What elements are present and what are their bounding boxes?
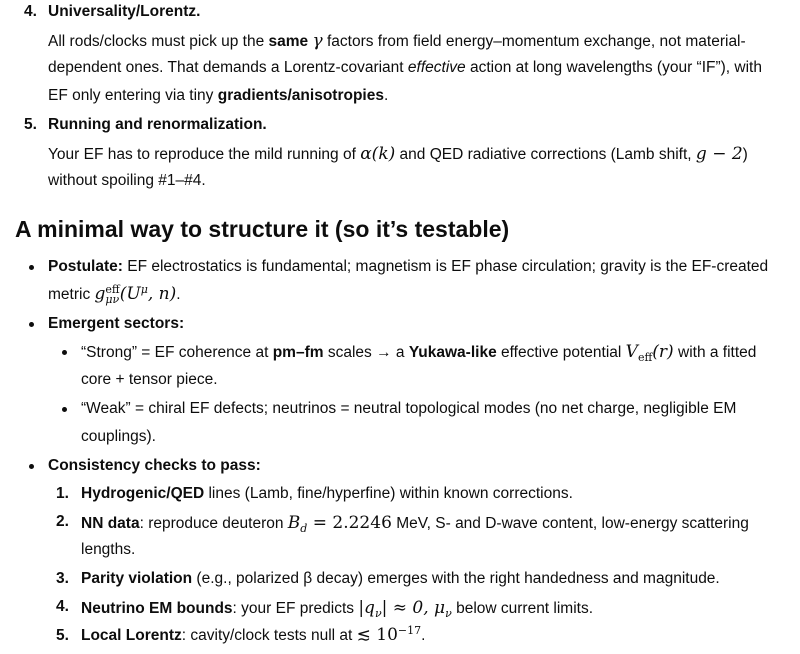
bullet-label-emergent: Emergent sectors: xyxy=(48,315,185,332)
list-number: 4. xyxy=(24,3,37,20)
list-number: 4. xyxy=(56,598,69,615)
paragraph-line: metric g eff μν ($U^\mu$, n). xyxy=(48,282,181,306)
bullet-dot xyxy=(29,464,34,469)
v-eff-math: V xyxy=(625,342,638,362)
b-d-math: B xyxy=(287,513,301,533)
list-number: 3. xyxy=(56,570,69,587)
gamma-symbol: γ xyxy=(312,31,323,51)
paragraph-line: couplings). xyxy=(81,428,156,445)
paragraph-line: Postulate: EF electrostatics is fundamental; magnetism is EF phase circulation; gravity is the EF-created xyxy=(48,258,769,275)
paragraph-line: Hydrogenic/QED lines (Lamb, fine/hyperfine) within known corrections. xyxy=(81,485,573,502)
bullet-dot xyxy=(29,322,34,327)
bullet-label-checks: Consistency checks to pass: xyxy=(48,457,261,474)
alpha-k-math: α(k) xyxy=(360,144,396,164)
paragraph-line: without spoiling #1–#4. xyxy=(48,172,206,189)
sub-bullet-dot xyxy=(62,350,67,355)
paragraph-line: “Weak” = chiral EF defects; neutrinos = neutral topological modes (no net charge, negligible EM xyxy=(81,400,737,417)
metric-g-math: g xyxy=(94,284,106,304)
lorentz-bound-math: ≲ 10 xyxy=(356,625,398,645)
list-number: 5. xyxy=(24,116,37,133)
paragraph-line: NN data: reproduce deuteron $B_d = 2.2246$ MeV, S- and D-wave content, low-energy scattering xyxy=(81,513,749,536)
item-title-running: Running and renormalization. xyxy=(48,116,267,133)
sub-bullet-dot xyxy=(62,407,67,412)
paragraph-line: Your EF has to reproduce the mild running of α(k) and QED radiative corrections (Lamb shift, g − 2) xyxy=(48,144,748,164)
paragraph-line: dependent ones. That demands a Lorentz-covariant effective action at long wavelengths (your “IF”), with xyxy=(48,59,762,76)
paragraph-line: Parity violation (e.g., polarized β decay) emerges with the right handedness and magnitude. xyxy=(81,570,720,587)
bullet-dot xyxy=(29,265,34,270)
paragraph-line: lengths. xyxy=(81,541,136,558)
item-title-universality: Universality/Lorentz. xyxy=(48,3,201,20)
paragraph-line: core + tensor piece. xyxy=(81,371,218,388)
list-number: 1. xyxy=(56,485,69,502)
paragraph-line: All rods/clocks must pick up the same γ factors from field energy–momentum exchange, not material- xyxy=(48,31,746,51)
section-heading: A minimal way to structure it (so it’s testable) xyxy=(15,216,510,242)
list-number: 2. xyxy=(56,513,69,530)
q-nu-math: |q xyxy=(358,598,375,618)
paragraph-line: Local Lorentz: cavity/clock tests null at ≲ $10^{-17}$. xyxy=(81,623,426,645)
paragraph-line: Neutrino EM bounds: your EF predicts $|q_\nu| \approx 0$, $\mu_\nu$ below current limits. xyxy=(81,598,594,621)
paragraph-line: “Strong” = EF coherence at pm–fm scales → a Yukawa-like effective potential $V_{eff}(r)$ with a fitted xyxy=(81,342,757,365)
list-number: 5. xyxy=(56,627,69,644)
g-minus-2-math: g − 2 xyxy=(695,144,743,164)
paragraph-line: EF only entering via tiny gradients/anisotropies. xyxy=(48,87,389,104)
